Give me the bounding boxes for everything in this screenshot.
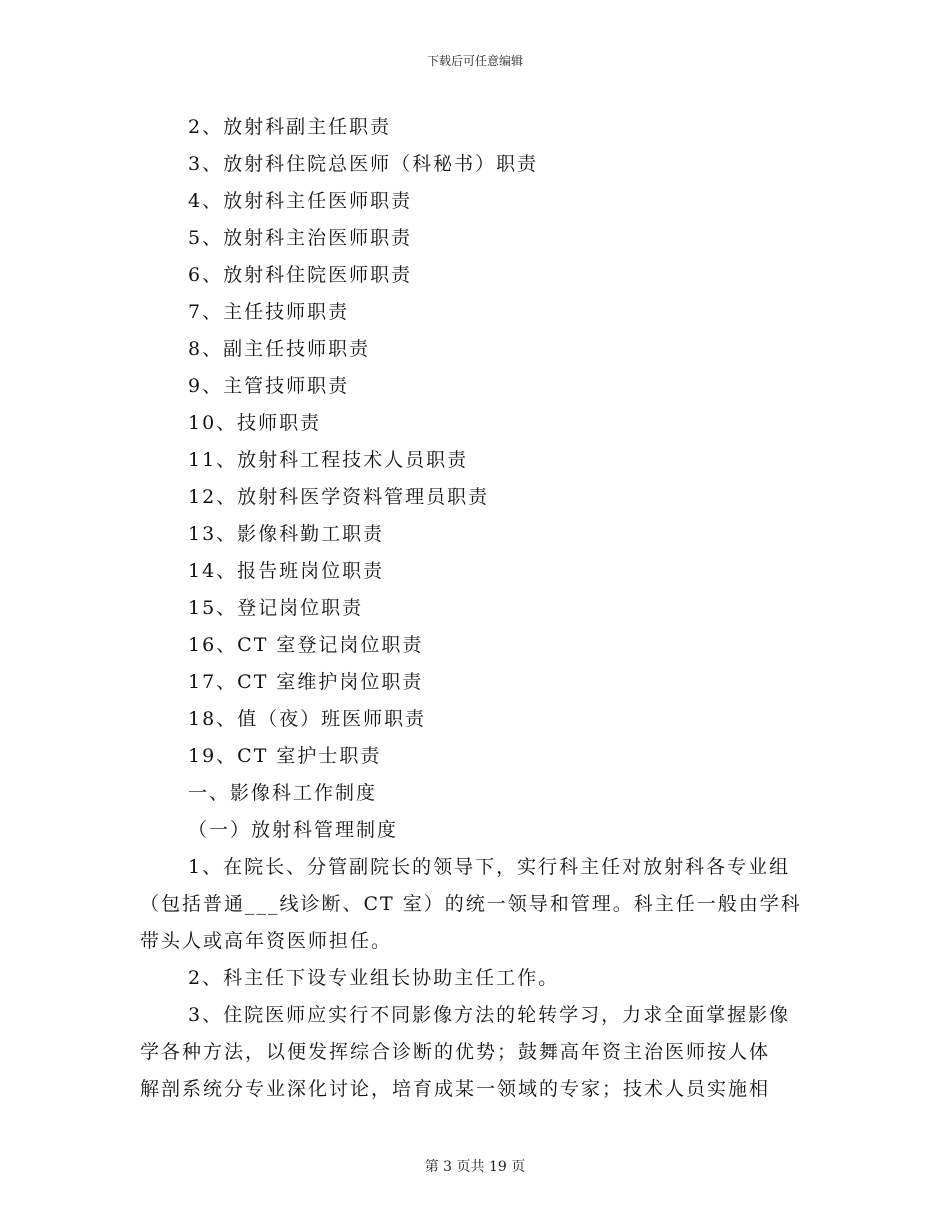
list-item: 8、副主任技师职责 [188, 338, 371, 360]
list-item: 12、放射科医学资料管理员职责 [188, 486, 490, 508]
list-item: 4、放射科主任医师职责 [188, 190, 413, 212]
list-item: 2、放射科副主任职责 [188, 116, 392, 138]
paragraph-line: 1、在院长、分管副院长的领导下，实行科主任对放射科各专业组 [188, 856, 791, 878]
paragraph-3 [140, 997, 820, 1108]
paragraph-line: 解剖系统分专业深化讨论，培育成某一领域的专家；技术人员实施相 [140, 1078, 771, 1100]
list-item: 14、报告班岗位职责 [188, 560, 385, 582]
paragraph-1 [140, 849, 820, 960]
paragraph-line: 带头人或高年资医师担任。 [140, 930, 393, 952]
list-item: 18、值（夜）班医师职责 [188, 708, 427, 730]
paragraph-2 [140, 960, 820, 997]
list-item: 5、放射科主治医师职责 [188, 227, 413, 249]
section-heading: 一、影像科工作制度 [188, 782, 378, 804]
list-item: 16、CT 室登记岗位职责 [188, 634, 424, 656]
paragraph-line: （包括普通___线诊断、CT 室）的统一领导和管理。科主任一般由学科 [140, 893, 802, 915]
paragraph-line: 2、科主任下设专业组长协助主任工作。 [188, 967, 560, 989]
page-header: 下载后可任意编辑 [426, 54, 523, 68]
paragraph-line: 学各种方法，以便发挥综合诊断的优势；鼓舞高年资主治医师按人体 [140, 1041, 771, 1063]
list-item: 19、CT 室护士职责 [188, 745, 382, 767]
list-item: 15、登记岗位职责 [188, 597, 364, 619]
paragraph-line: 3、住院医师应实行不同影像方法的轮转学习，力求全面掌握影像 [188, 1004, 791, 1026]
list-item: 13、影像科勤工职责 [188, 523, 385, 545]
page-footer: 第 3 页共 19 页 [424, 1159, 526, 1175]
list-item: 6、放射科住院医师职责 [188, 264, 413, 286]
duty-list [188, 109, 538, 775]
sub-heading: （一）放射科管理制度 [188, 819, 399, 841]
list-item: 11、放射科工程技术人员职责 [188, 449, 469, 471]
list-item: 10、技师职责 [188, 412, 322, 434]
list-item: 9、主管技师职责 [188, 375, 350, 397]
list-item: 7、主任技师职责 [188, 301, 350, 323]
list-item: 17、CT 室维护岗位职责 [188, 671, 424, 693]
list-item: 3、放射科住院总医师（科秘书）职责 [188, 153, 539, 175]
